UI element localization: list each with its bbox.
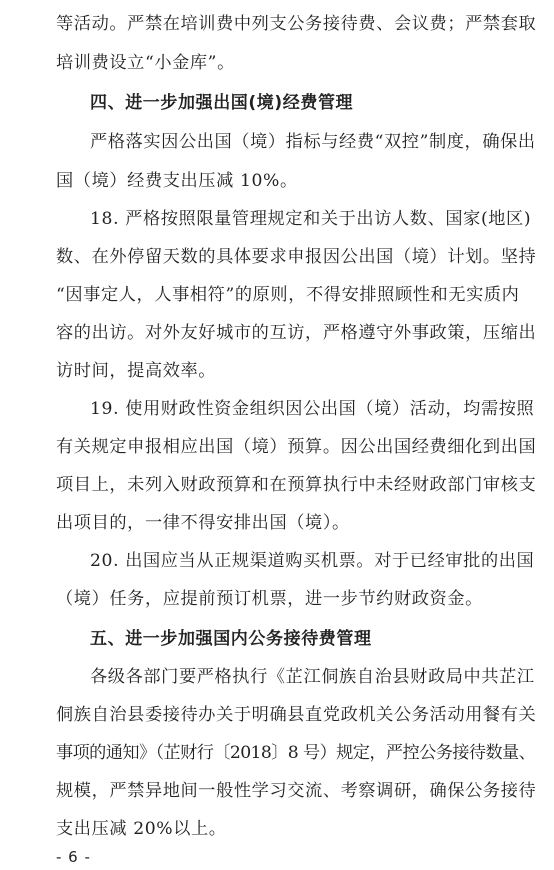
body-line-9: 支出压减 20%以上。: [56, 819, 227, 839]
item-20-line-1: 20. 出国应当从正规渠道购买机票。对于已经审批的出国: [90, 551, 535, 571]
item-19-line-2: 有关规定申报相应出国（境）预算。因公出国经费细化到出国: [56, 437, 537, 457]
item-19-line-1: 19. 使用财政性资金组织因公出国（境）活动，均需按照: [90, 399, 535, 419]
body-line-2: 培训费设立“小金库”。: [56, 53, 235, 73]
item-18-line-5: 访时间，提高效率。: [56, 361, 217, 381]
body-line-3: 严格落实因公出国（境）指标与经费“双控”制度，确保出: [90, 132, 536, 152]
item-19-line-3: 项目上，未列入财政预算和在预算执行中未经财政部门审核支: [56, 475, 537, 495]
item-18-line-2: 数、在外停留天数的具体要求申报因公出国（境）计划。坚持: [56, 247, 537, 267]
item-20-line-2: （境）任务，应提前预订机票，进一步节约财政资金。: [56, 589, 483, 609]
body-line-5: 各级各部门要严格执行《芷江侗族自治县财政局中共芷江: [90, 667, 535, 687]
section-heading-4: 四、进一步加强出国(境)经费管理: [90, 93, 354, 113]
item-18-line-1: 18. 严格按照限量管理规定和关于出访人数、国家(地区): [90, 209, 532, 229]
body-line-1: 等活动。严禁在培训费中列支公务接待费、会议费；严禁套取: [56, 14, 537, 34]
item-18-line-3: “因事定人，人事相符”的原则，不得安排照顾性和无实质内: [56, 285, 520, 305]
body-line-8: 规模，严禁异地间一般性学习交流、考察调研，确保公务接待: [56, 781, 537, 801]
body-line-4: 国（境）经费支出压减 10%。: [56, 171, 298, 191]
item-18-line-4: 容的出访。对外友好城市的互访，严格遵守外事政策，压缩出: [56, 323, 537, 343]
body-line-7: 事项的通知》（芷财行〔2018〕8 号）规定，严控公务接待数量、: [56, 743, 536, 763]
item-19-line-4: 出项目的，一律不得安排出国（境）。: [56, 513, 350, 533]
page-number: - 6 -: [56, 848, 91, 866]
section-heading-5: 五、进一步加强国内公务接待费管理: [90, 629, 372, 649]
body-line-6: 侗族自治县委接待办关于明确县直党政机关公务活动用餐有关: [56, 705, 537, 725]
